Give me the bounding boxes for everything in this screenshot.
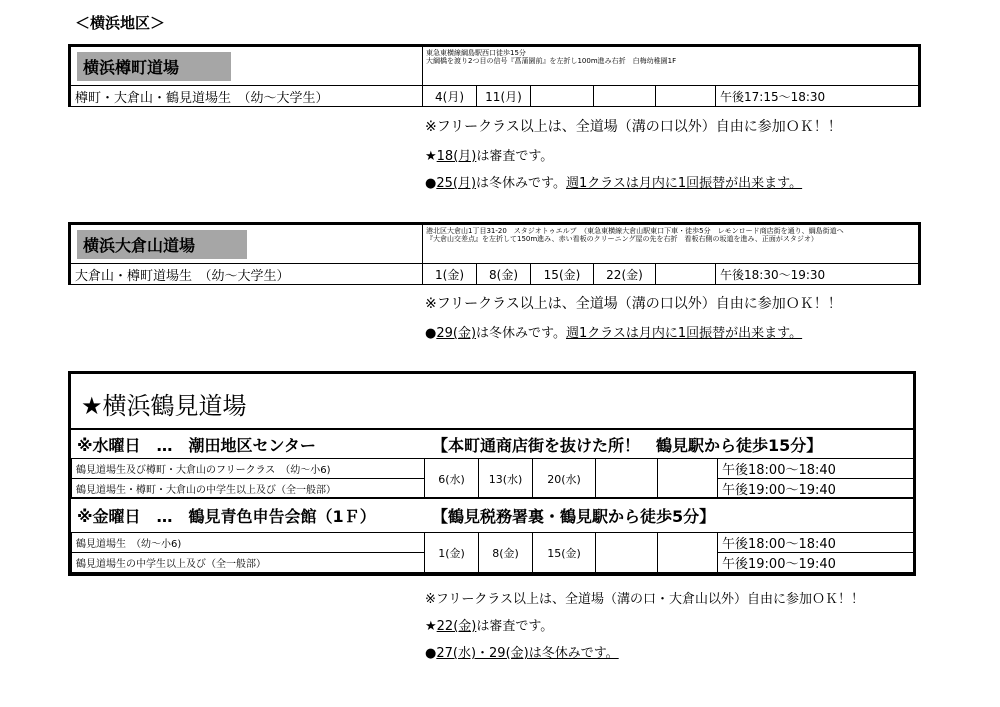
note-date: 27(水)・29(金) [436,646,529,661]
okurayama-schedule-table [68,222,921,285]
students-cell: 大倉山・樽町道場生 （幼～大学生） [70,264,423,285]
students-cell: 鶴見道場生 （幼～小6) [72,533,425,553]
day-cell: 1(金) [423,264,477,285]
note-date: 22(金) [436,619,477,634]
time-cell: 午後17:15～18:30 [716,86,920,107]
time-cell: 午後18:30～19:30 [716,264,920,285]
day-cell [594,86,656,107]
note-text: は審査です。 [476,619,554,634]
time-cell: 午後18:00～18:40 [718,533,914,553]
tsurumi-title: ★横浜鶴見道場 [81,392,247,420]
day-cell: 15(金) [531,264,594,285]
okurayama-note-free-class: ※フリークラス以上は、全道場（溝の口以外）自由に参加ＯＫ！！ [425,296,842,312]
tarumachi-note-exam [425,145,553,164]
dojo-address [423,224,920,264]
tsurumi-note-exam [425,615,553,634]
note-date: 25(月) [436,176,477,191]
region-title: ＜横浜地区＞ [75,14,166,32]
students-cell: 鶴見道場生の中学生以上及び（全一般部） [72,553,425,573]
note-marker: ● [425,176,437,191]
time-cell: 午後18:00～18:40 [718,459,914,479]
note-marker: ★ [425,619,437,634]
day-cell [656,264,716,285]
note-text: は冬休みです。 [476,176,566,191]
students-cell: 鶴見道場生及び樽町・大倉山のフリークラス （幼～小6) [72,459,425,479]
address-line: 『大倉山交差点』を左折して150m進み、赤い看板のクリーニング屋の先を右折 看板右側の坂道を進み、正面がスタジオ） [426,235,818,243]
day-cell: 20(水) [533,459,596,499]
day-cell [658,533,718,573]
dojo-name: 横浜大倉山道場 [77,230,247,259]
note-marker: ● [425,326,437,341]
wednesday-schedule-table [71,458,914,499]
note-text: 週1クラスは月内に1回振替が出来ます。 [566,326,803,341]
dojo-name-cell [70,224,423,264]
students-cell: 鶴見道場生・樽町・大倉山の中学生以上及び（全一般部） [72,479,425,499]
friday-location: 【鶴見税務署裏・鶴見駅から徒歩5分】 [432,507,716,526]
note-text: 週1クラスは月内に1回振替が出来ます。 [566,176,803,191]
day-cell [596,533,658,573]
wednesday-heading: ※水曜日 … 潮田地区センター [77,436,316,455]
day-cell: 11(月) [477,86,531,107]
note-text: は審査です。 [476,149,554,164]
note-marker: ★ [425,149,437,164]
dojo-name: 横浜樽町道場 [77,52,231,81]
friday-schedule-table [71,532,914,573]
day-cell: 15(金) [533,533,596,573]
divider [71,497,913,499]
address-line: 大綱橋を渡り2つ目の信号『菖蒲園前』を左折し100m進み右折 白梅幼稚園1F [426,57,677,65]
day-cell: 13(水) [479,459,533,499]
tsurumi-note-free-class: ※フリークラス以上は、全道場（溝の口・大倉山以外）自由に参加ＯＫ！！ [425,592,864,607]
day-cell [531,86,594,107]
address-line: 港北区大倉山1丁目31-20 スタジオトゥエルブ （東急東横線大倉山駅東口下車・徒歩5分 レモンロード商店街を通り、綱島街道へ [426,227,844,235]
note-date: 29(金) [436,326,477,341]
tarumachi-schedule-table [68,44,921,107]
tarumachi-note-holiday [425,172,802,191]
wednesday-location: 【本町通商店街を抜けた所！ 鶴見駅から徒歩15分】 [432,436,823,455]
time-cell: 午後19:00～19:40 [718,553,914,573]
note-text: は冬休みです。 [528,646,619,661]
friday-heading: ※金曜日 … 鶴見青色申告会館（1Ｆ） [77,507,376,526]
day-cell: 1(金) [425,533,479,573]
day-cell: 8(金) [477,264,531,285]
note-text: は冬休みです。 [476,326,566,341]
day-cell: 6(水) [425,459,479,499]
students-cell: 樽町・大倉山・鶴見道場生 （幼～大学生） [70,86,423,107]
day-cell: 8(金) [479,533,533,573]
tarumachi-note-free-class: ※フリークラス以上は、全道場（溝の口以外）自由に参加ＯＫ！！ [425,119,842,135]
tsurumi-note-holiday [425,642,619,661]
divider [71,428,913,430]
day-cell [596,459,658,499]
day-cell [656,86,716,107]
time-cell: 午後19:00～19:40 [718,479,914,499]
tsurumi-dojo-box [68,371,916,576]
okurayama-note-holiday [425,322,802,341]
day-cell [658,459,718,499]
day-cell: 22(金) [594,264,656,285]
dojo-address [423,46,920,86]
day-cell: 4(月) [423,86,477,107]
note-marker: ● [425,646,437,661]
address-line: 東急東横線綱島駅西口徒歩15分 [426,49,526,57]
dojo-name-cell [70,46,423,86]
note-date: 18(月) [436,149,477,164]
